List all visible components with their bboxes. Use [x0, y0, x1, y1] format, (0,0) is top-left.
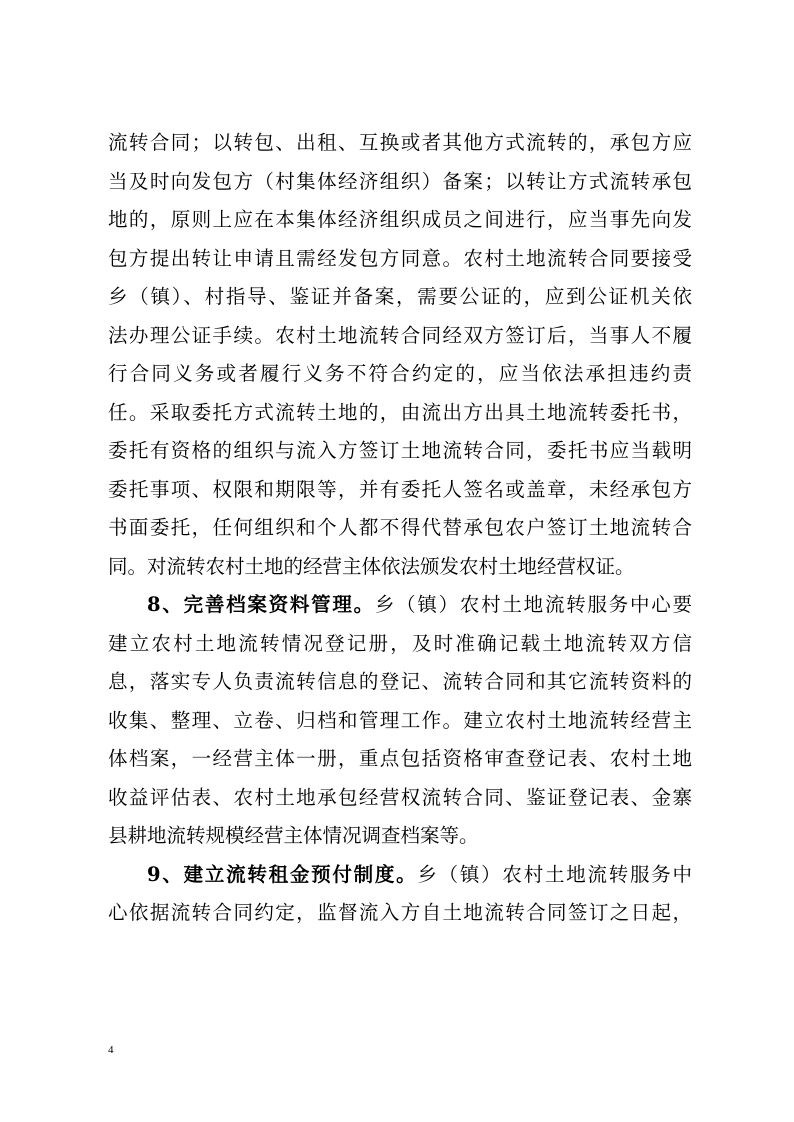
text-line: 收益评估表、农村土地承包经营权流转合同、鉴证登记表、金寨 [108, 785, 692, 809]
text-line: 县耕地流转规模经营主体情况调查档案等。 [108, 824, 479, 847]
text-line: 息，落实专人负责流转信息的登记、流转合同和其它流转资料的 [108, 670, 692, 693]
text-line: 法办理公证手续。农村土地流转合同经双方签订后，当事人不履 [108, 323, 692, 347]
section-8-heading: 8、完善档案资料管理。 [147, 593, 375, 616]
section-8-lead-text: 乡（镇）农村土地流转服务中心要 [374, 593, 692, 616]
page-number: 4 [108, 1044, 114, 1056]
text-line: 委托事项、权限和期限等，并有委托人签名或盖章，未经承包方 [108, 477, 692, 501]
text-line: 收集、整理、立卷、归档和管理工作。建立农村土地流转经营主 [108, 708, 692, 732]
text-line: 建立农村土地流转情况登记册，及时准确记载土地流转双方信 [108, 631, 692, 655]
text-line: 同。对流转农村土地的经营主体依法颁发农村土地经营权证。 [108, 554, 635, 578]
section-8-first-line [108, 586, 692, 625]
text-line: 书面委托，任何组织和个人都不得代替承包农户签订土地流转合 [108, 516, 692, 539]
text-line: 委托有资格的组织与流入方签订土地流转合同，委托书应当载明 [108, 439, 692, 462]
text-line: 乡（镇）、村指导、鉴证并备案，需要公证的，应到公证机关依 [108, 285, 692, 308]
section-9-heading: 9、建立流转租金预付制度。 [147, 862, 418, 886]
text-line: 包方提出转让申请且需经发包方同意。农村土地流转合同要接受 [108, 246, 692, 270]
section-9-first-line [108, 856, 692, 895]
text-line: 行合同义务或者履行义务不符合约定的，应当依法承担违约责 [108, 362, 692, 385]
document-body [108, 124, 692, 933]
text-line: 任。采取委托方式流转土地的，由流出方出具土地流转委托书， [108, 400, 692, 424]
section-9-lead-text: 乡（镇）农村土地流转服务中 [417, 862, 692, 886]
text-line: 体档案，一经营主体一册，重点包括资格审查登记表、农村土地 [108, 747, 692, 770]
text-line: 当及时向发包方（村集体经济组织）备案；以转让方式流转承包 [108, 169, 692, 193]
text-line: 流转合同；以转包、出租、互换或者其他方式流转的，承包方应 [108, 131, 692, 154]
text-line: 地的，原则上应在本集体经济组织成员之间进行，应当事先向发 [108, 208, 692, 231]
text-line: 心依据流转合同约定，监督流入方自土地流转合同签订之日起， [108, 901, 692, 924]
